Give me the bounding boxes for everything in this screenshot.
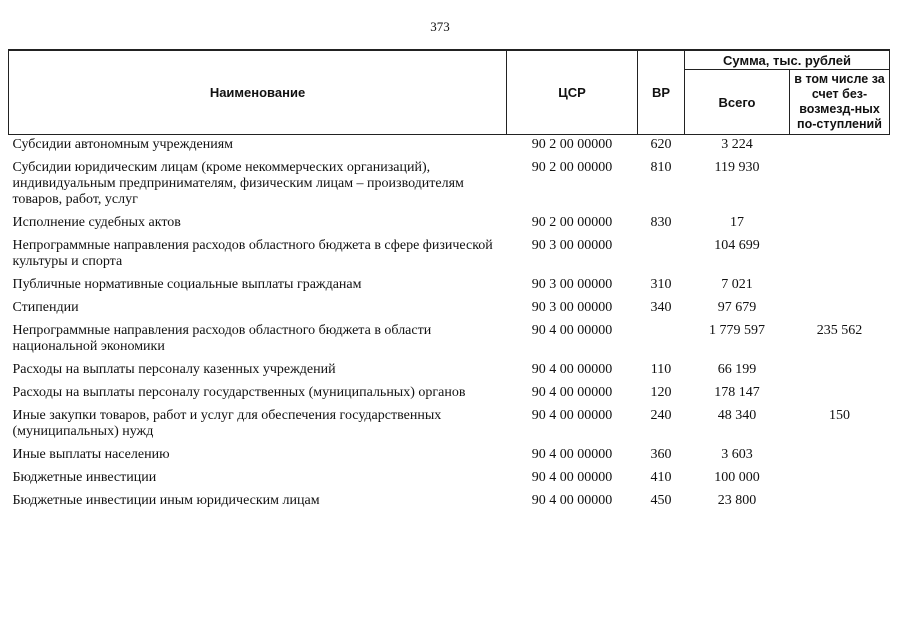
- table-row: [9, 358, 890, 381]
- budget-table: [8, 49, 890, 512]
- row-total-cell: 178 147: [714, 385, 760, 400]
- row-bez-cell: [790, 156, 890, 211]
- row-total-cell: 66 199: [717, 362, 757, 377]
- row-csr-cell: 90 4 00 00000: [531, 408, 613, 423]
- row-bez-cell: [790, 135, 890, 157]
- header-vr: ВР: [638, 50, 685, 135]
- table-row: [9, 234, 890, 273]
- table-row: [9, 135, 890, 157]
- row-total-cell: 3 603: [721, 447, 753, 462]
- row-csr-cell: 90 4 00 00000: [531, 323, 613, 338]
- row-total-cell: 97 679: [717, 300, 757, 315]
- row-total-cell: 17: [730, 215, 744, 230]
- row-csr-cell: 90 3 00 00000: [531, 277, 613, 292]
- row-name-cell: Расходы на выплаты персоналу казенных учреждений: [12, 362, 336, 377]
- table-row: [9, 211, 890, 234]
- row-bez-cell: [790, 296, 890, 319]
- row-name-cell: Стипендии: [12, 300, 79, 315]
- header-csr: ЦСР: [507, 50, 638, 135]
- row-csr-cell: 90 3 00 00000: [531, 300, 613, 315]
- table-row: [9, 319, 890, 358]
- row-vr-cell: 360: [650, 447, 672, 462]
- row-bez-cell: [790, 358, 890, 381]
- row-total-cell: 7 021: [721, 277, 753, 292]
- row-vr-cell: 110: [650, 362, 672, 377]
- row-vr-cell: 830: [650, 215, 672, 230]
- row-name-cell: Непрограммные направления расходов областного бюджета в сфере физической культуры и спорта: [12, 238, 493, 269]
- row-name-cell: Публичные нормативные социальные выплаты гражданам: [12, 277, 362, 292]
- header-sum-group: Сумма, тыс. рублей: [685, 50, 890, 70]
- row-csr-cell: 90 4 00 00000: [531, 385, 613, 400]
- row-bez-cell: 150: [829, 408, 850, 423]
- row-vr-cell: 340: [650, 300, 672, 315]
- row-total-cell: 104 699: [714, 238, 760, 253]
- row-total-cell: 100 000: [714, 470, 760, 485]
- row-total-cell: 48 340: [717, 408, 757, 423]
- table-row: [9, 296, 890, 319]
- row-bez-cell: [790, 273, 890, 296]
- row-vr-cell: 620: [650, 137, 672, 152]
- row-bez-cell: 235 562: [816, 323, 863, 338]
- row-csr-cell: 90 4 00 00000: [531, 493, 613, 508]
- row-vr-cell: 810: [650, 160, 672, 175]
- row-total-cell: 119 930: [714, 160, 760, 175]
- row-name-cell: Исполнение судебных актов: [12, 215, 181, 230]
- row-total-cell: 23 800: [717, 493, 757, 508]
- row-csr-cell: 90 4 00 00000: [531, 470, 613, 485]
- table-row: [9, 273, 890, 296]
- row-vr-cell: 310: [650, 277, 672, 292]
- table-row: [9, 381, 890, 404]
- row-vr-cell: 410: [650, 470, 672, 485]
- header-total: Всего: [685, 70, 790, 135]
- table-row: [9, 156, 890, 211]
- header-bezvozmezd: в том числе за счет без-возмезд-ных по-ступлений: [790, 70, 890, 135]
- row-total-cell: 3 224: [721, 137, 753, 152]
- row-bez-cell: [790, 234, 890, 273]
- row-name-cell: Иные закупки товаров, работ и услуг для обеспечения государственных (муниципальных) нужд: [12, 408, 442, 439]
- row-total-cell: 1 779 597: [709, 323, 765, 338]
- row-csr-cell: 90 4 00 00000: [531, 362, 613, 377]
- row-bez-cell: [790, 489, 890, 512]
- table-body: [9, 135, 890, 513]
- row-csr-cell: 90 2 00 00000: [531, 215, 613, 230]
- row-bez-cell: [790, 211, 890, 234]
- row-csr-cell: 90 4 00 00000: [531, 447, 613, 462]
- row-name-cell: Иные выплаты населению: [12, 447, 170, 462]
- table-row: [9, 404, 890, 443]
- row-vr-cell: 450: [650, 493, 672, 508]
- row-csr-cell: 90 2 00 00000: [531, 137, 613, 152]
- row-name-cell: Непрограммные направления расходов областного бюджета в области национальной экономики: [12, 323, 432, 354]
- row-csr-cell: 90 2 00 00000: [531, 160, 613, 175]
- header-name: Наименование: [9, 50, 507, 135]
- table-row: [9, 466, 890, 489]
- row-bez-cell: [790, 381, 890, 404]
- row-bez-cell: [790, 443, 890, 466]
- row-vr-cell: 120: [650, 385, 672, 400]
- row-name-cell: Субсидии юридическим лицам (кроме некоммерческих организаций), индивидуальным предпринимателям, физическим лицам – производителям товаров, работ, услуг: [12, 160, 464, 207]
- table-row: [9, 443, 890, 466]
- table-row: [9, 489, 890, 512]
- row-bez-cell: [790, 466, 890, 489]
- row-name-cell: Бюджетные инвестиции: [12, 470, 157, 485]
- row-vr-cell: 240: [650, 408, 672, 423]
- row-vr-cell: [638, 234, 685, 273]
- row-name-cell: Субсидии автономным учреждениям: [12, 137, 234, 152]
- row-name-cell: Бюджетные инвестиции иным юридическим лицам: [12, 493, 320, 508]
- page-number: 373: [430, 19, 450, 34]
- row-csr-cell: 90 3 00 00000: [531, 238, 613, 253]
- row-vr-cell: [638, 319, 685, 358]
- table-header: [9, 50, 890, 135]
- row-name-cell: Расходы на выплаты персоналу государственных (муниципальных) органов: [12, 385, 466, 400]
